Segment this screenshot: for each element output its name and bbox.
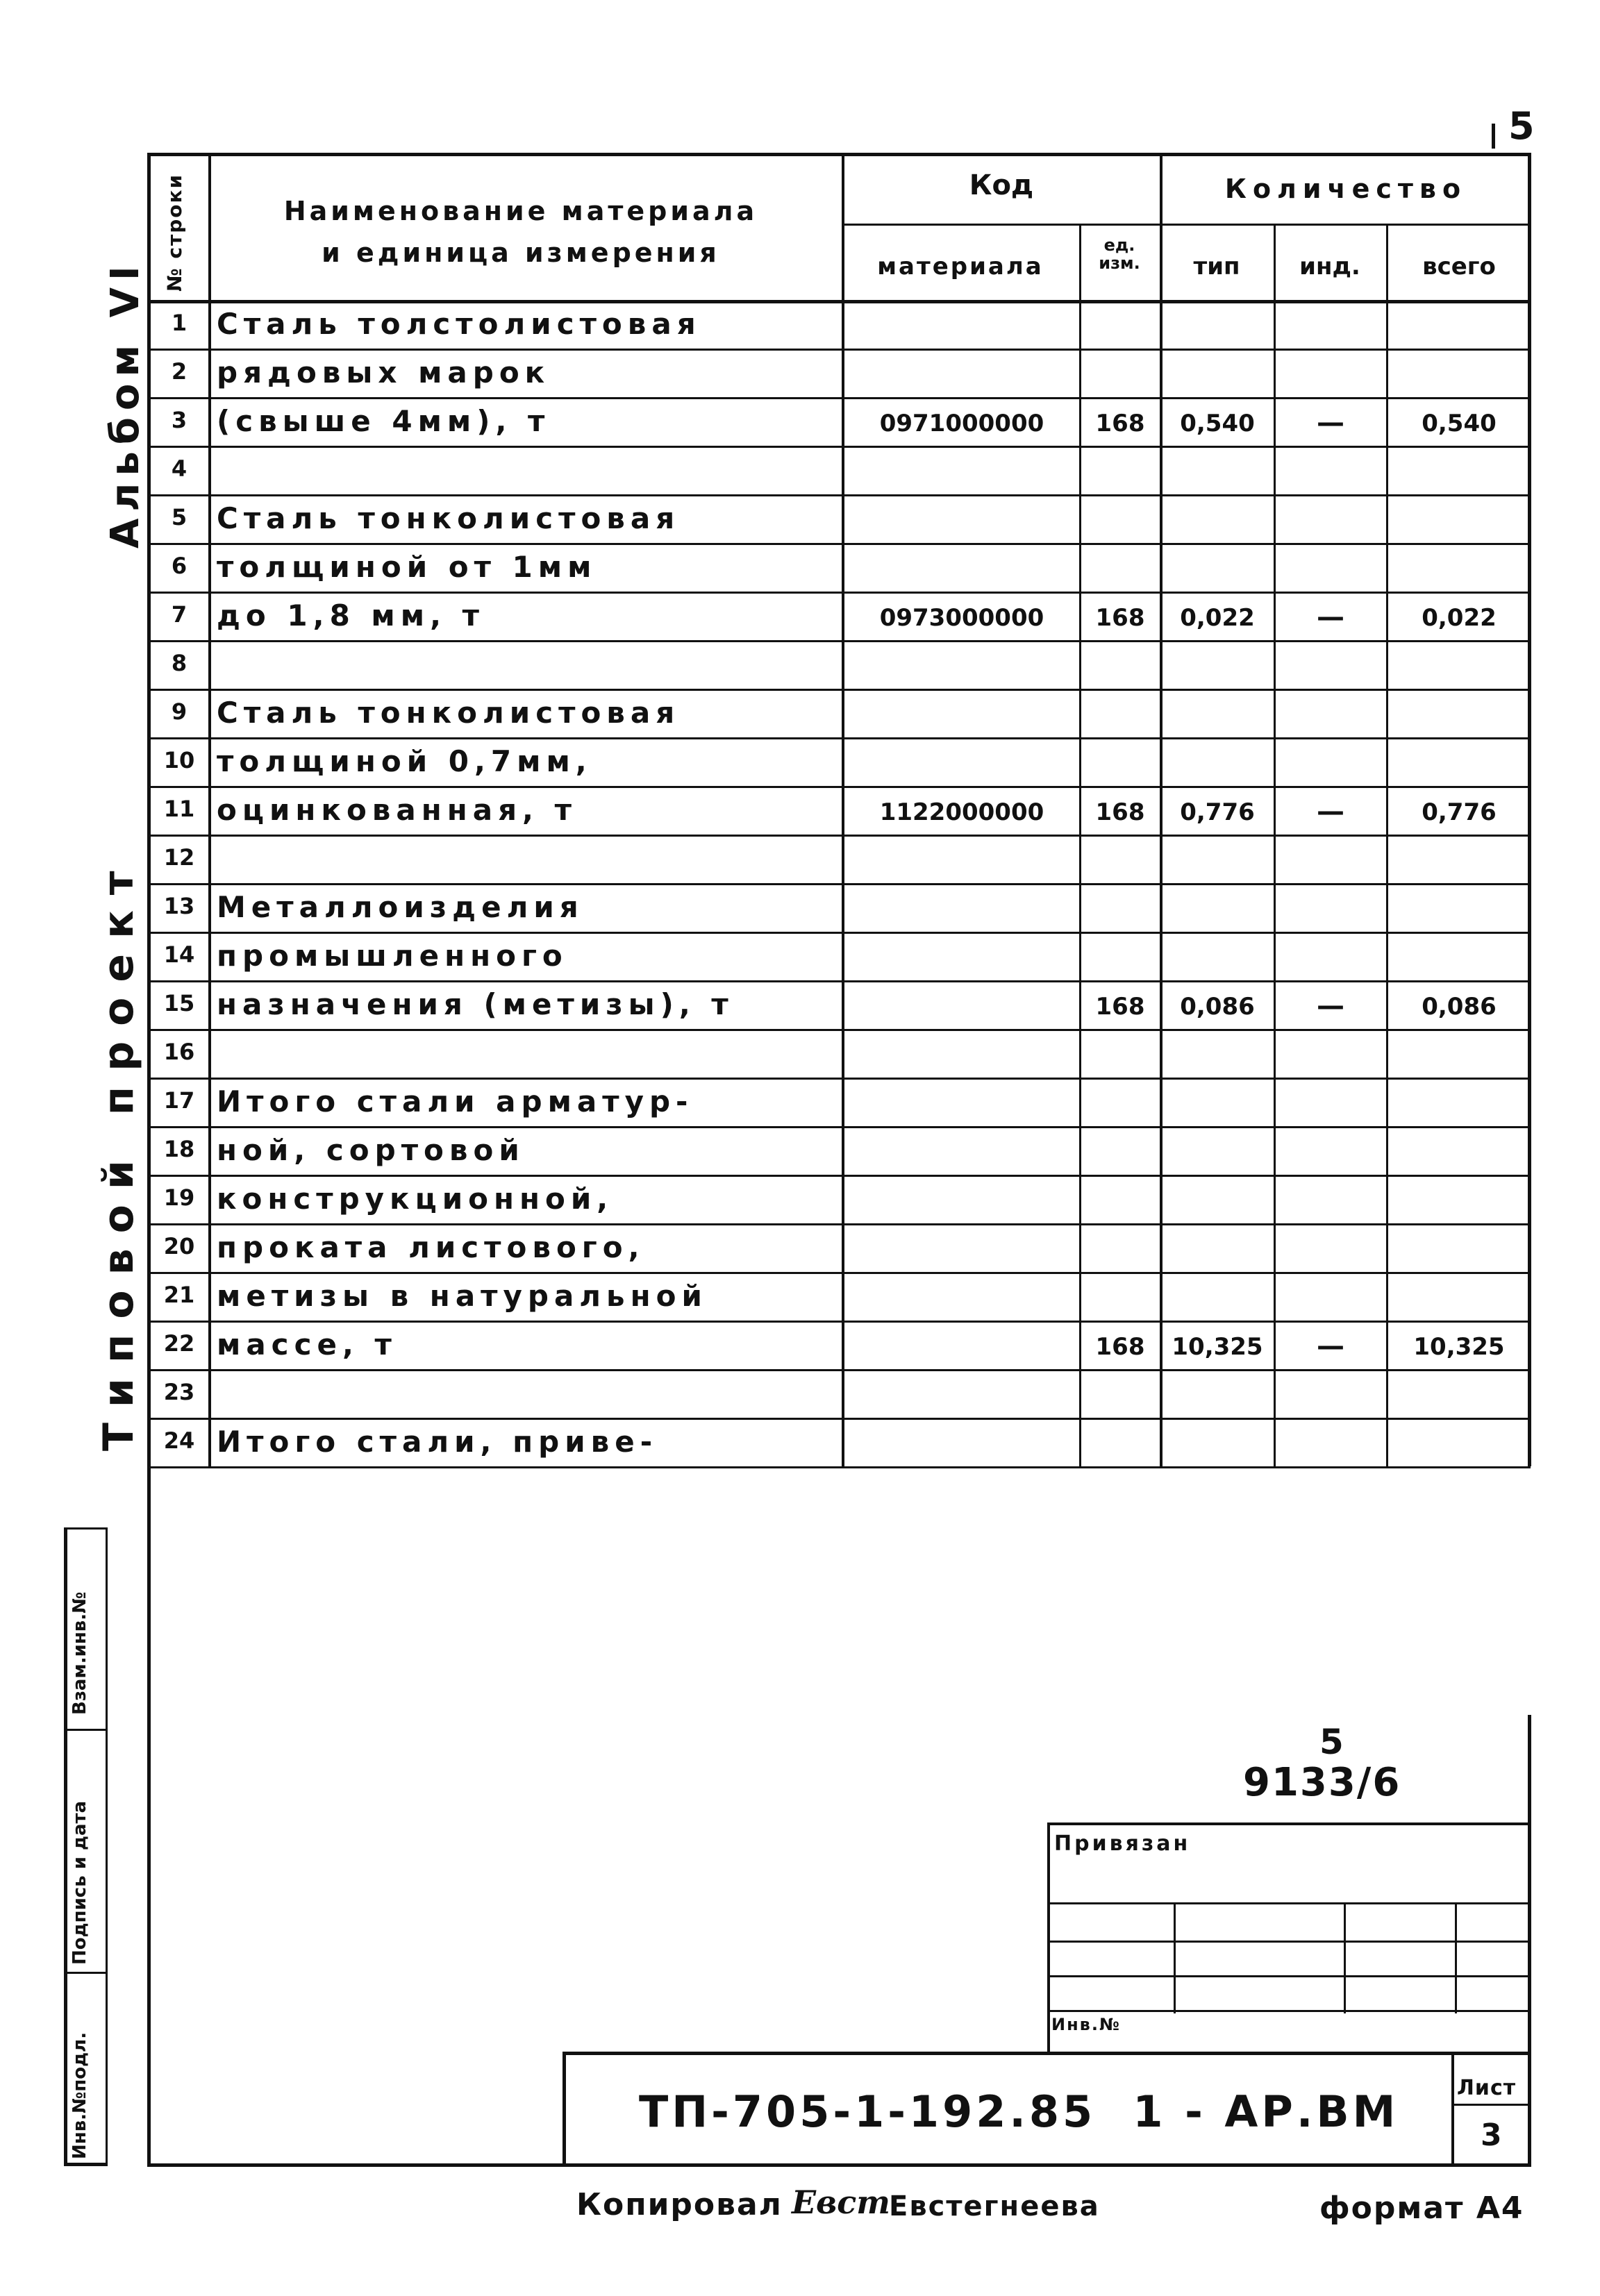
row-number: 12	[163, 844, 195, 871]
page-marker: 5	[1508, 104, 1539, 148]
stamp-line-2	[64, 1729, 107, 1731]
stamp-inv-replace: Взам.инв.№	[69, 1591, 90, 1715]
row-number: 18	[163, 1136, 195, 1162]
row-line-16	[147, 1078, 1531, 1080]
row-number: 21	[163, 1282, 195, 1308]
row-line-19	[147, 1223, 1531, 1225]
header-code-material: материала	[877, 253, 1044, 280]
row-name: рядовых марок	[217, 355, 551, 389]
row-number: 24	[163, 1427, 195, 1454]
binding-inv-no: Инв.№	[1051, 2015, 1121, 2034]
header-code-subline	[843, 224, 1531, 226]
table-frame-top	[147, 153, 1531, 156]
row-number: 7	[171, 601, 188, 628]
row-line-18	[147, 1175, 1531, 1177]
row-number: 15	[163, 990, 195, 1016]
row-name: оцинкованная, т	[217, 793, 577, 827]
col-ind	[1274, 224, 1276, 1466]
row-line-17	[147, 1126, 1531, 1128]
row-qty-total: 0,022	[1422, 604, 1497, 632]
row-name: массе, т	[217, 1327, 397, 1361]
row-unit: 168	[1095, 410, 1145, 437]
title-block-left	[562, 2052, 566, 2166]
row-number: 17	[163, 1087, 195, 1114]
side-album-label: Альбом VI	[103, 259, 148, 548]
row-number: 10	[163, 747, 195, 773]
row-unit: 168	[1095, 1333, 1145, 1361]
header-quantity: Количество	[1224, 174, 1467, 204]
row-line-1	[147, 349, 1531, 351]
row-qty-ind: —	[1317, 601, 1344, 633]
row-qty-type: 0,776	[1180, 798, 1255, 826]
row-name: Сталь тонколистовая	[217, 501, 681, 535]
row-qty-total: 0,776	[1422, 798, 1497, 826]
stamp-line-3	[64, 1972, 107, 1974]
binding-top	[1047, 1822, 1529, 1825]
title-block-top	[562, 2052, 1529, 2055]
row-number: 5	[171, 504, 188, 530]
row-qty-ind: —	[1317, 1330, 1344, 1362]
stamp-line-4	[64, 2163, 107, 2166]
binding-col-3	[1455, 1902, 1457, 2013]
binding-col-2	[1344, 1902, 1346, 2013]
row-number: 13	[163, 893, 195, 919]
row-line-8	[147, 689, 1531, 691]
row-name: Сталь толстолистовая	[217, 307, 701, 341]
row-name: ной, сортовой	[217, 1133, 525, 1167]
title-designation: ТП-705-1-192.85 1 - АР.ВМ	[639, 2086, 1399, 2137]
frame-bottom	[147, 2163, 1531, 2167]
header-row-number: № строки	[163, 173, 186, 292]
header-qty-type: тип	[1193, 253, 1240, 280]
row-qty-total: 0,086	[1422, 993, 1497, 1021]
row-code: 0973000000	[879, 604, 1044, 632]
row-qty-ind: —	[1317, 990, 1344, 1022]
header-code-unit: ед. изм.	[1099, 235, 1140, 273]
row-name: Металлоизделия	[217, 890, 584, 924]
row-line-10	[147, 786, 1531, 788]
row-number: 3	[171, 407, 188, 433]
footer-signature: Евст	[792, 2184, 890, 2221]
stamp-line-1	[64, 1527, 107, 1530]
row-line-23	[147, 1418, 1531, 1420]
row-unit: 168	[1095, 993, 1145, 1021]
row-line-3	[147, 446, 1531, 448]
row-line-14	[147, 980, 1531, 982]
row-unit: 168	[1095, 798, 1145, 826]
binding-left	[1047, 1822, 1050, 2052]
col-total	[1386, 224, 1388, 1466]
row-number: 4	[171, 455, 188, 482]
row-number: 20	[163, 1233, 195, 1259]
row-name: Итого стали, приве-	[217, 1425, 658, 1459]
row-qty-ind: —	[1317, 407, 1344, 439]
order-number-fraction: 9133/6	[1243, 1760, 1401, 1805]
row-line-11	[147, 835, 1531, 837]
row-qty-total: 10,325	[1413, 1333, 1505, 1361]
row-code: 0971000000	[879, 410, 1044, 437]
stamp-inv-orig: Инв.№подл.	[69, 2031, 90, 2159]
row-number: 16	[163, 1039, 195, 1065]
row-line-20	[147, 1272, 1531, 1274]
row-line-12	[147, 883, 1531, 885]
row-number: 6	[171, 553, 188, 579]
frame-left-lower	[147, 1715, 151, 2166]
title-sheet-label: Лист	[1457, 2076, 1517, 2100]
row-line-13	[147, 932, 1531, 934]
row-qty-type: 10,325	[1172, 1333, 1263, 1361]
row-number: 22	[163, 1330, 195, 1357]
row-number: 8	[171, 650, 188, 676]
row-unit: 168	[1095, 604, 1145, 632]
header-qty-total: всего	[1422, 253, 1496, 280]
table-header-bottom	[147, 300, 1531, 303]
row-line-21	[147, 1321, 1531, 1323]
row-line-6	[147, 592, 1531, 594]
row-number: 1	[171, 310, 188, 336]
row-number: 11	[163, 796, 195, 822]
title-block-sheet-divider	[1451, 2052, 1454, 2166]
row-name: Сталь тонколистовая	[217, 696, 681, 730]
row-line-24	[147, 1466, 1531, 1468]
stamp-border-left	[64, 1527, 67, 2166]
row-qty-type: 0,022	[1180, 604, 1255, 632]
page-marker-tick	[1492, 124, 1495, 149]
row-line-5	[147, 543, 1531, 545]
header-qty-ind: инд.	[1299, 253, 1360, 280]
footer-format: формат А4	[1319, 2190, 1524, 2226]
row-number: 23	[163, 1379, 195, 1405]
row-qty-type: 0,086	[1180, 993, 1255, 1021]
row-code: 1122000000	[879, 798, 1044, 826]
row-line-15	[147, 1029, 1531, 1031]
row-line-7	[147, 640, 1531, 642]
title-sheet-number: 3	[1481, 2118, 1506, 2153]
row-name: до 1,8 мм, т	[217, 598, 485, 632]
row-name: (свыше 4мм), т	[217, 404, 551, 438]
footer-copied-label: Копировал	[576, 2187, 783, 2222]
row-number: 2	[171, 358, 188, 385]
row-name: проката листового,	[217, 1230, 645, 1264]
title-block-sheet-line	[1451, 2104, 1529, 2106]
row-number: 14	[163, 941, 195, 968]
binding-col-1	[1174, 1902, 1176, 2013]
stamp-border-right	[106, 1527, 108, 2166]
header-name-line1: Наименование материала	[283, 196, 758, 226]
row-name: метизы в натуральной	[217, 1279, 708, 1313]
row-number: 9	[171, 698, 188, 725]
footer-copier-name: Евстегнеева	[889, 2190, 1100, 2222]
row-name: назначения (метизы), т	[217, 987, 734, 1021]
row-qty-ind: —	[1317, 796, 1344, 828]
row-line-22	[147, 1369, 1531, 1371]
stamp-sign-date: Подпись и дата	[69, 1800, 90, 1965]
row-line-9	[147, 737, 1531, 739]
row-name: конструкционной,	[217, 1182, 614, 1216]
header-name-line2: и единица измерения	[322, 237, 720, 268]
row-line-2	[147, 397, 1531, 399]
row-name: толщиной от 1мм	[217, 550, 597, 584]
row-name: Итого стали арматур-	[217, 1084, 694, 1118]
row-qty-type: 0,540	[1180, 410, 1255, 437]
row-line-4	[147, 494, 1531, 496]
row-number: 19	[163, 1184, 195, 1211]
binding-title: Привязан	[1054, 1832, 1191, 1856]
side-project-label: Типовой проект	[94, 855, 143, 1451]
col-unit	[1079, 224, 1081, 1466]
header-code: Код	[969, 169, 1034, 201]
row-qty-total: 0,540	[1422, 410, 1497, 437]
row-name: промышленного	[217, 939, 568, 973]
order-number-top: 5	[1319, 1722, 1348, 1762]
row-name: толщиной 0,7мм,	[217, 744, 592, 778]
